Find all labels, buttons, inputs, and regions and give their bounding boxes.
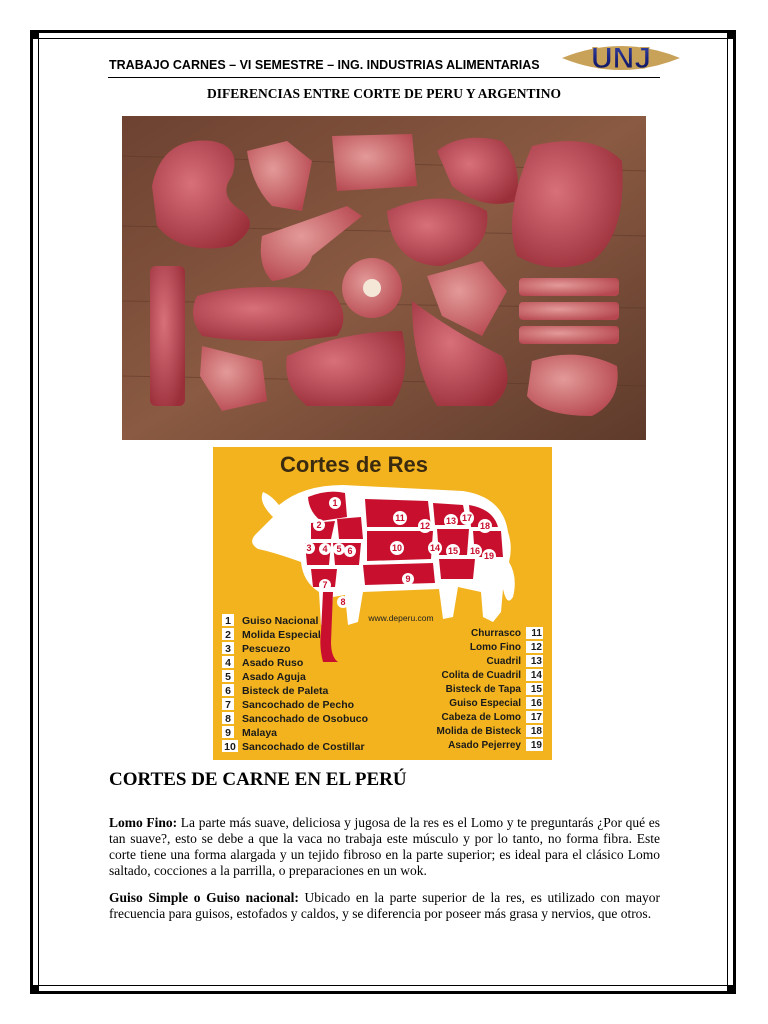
- page-header-text: TRABAJO CARNES – VI SEMESTRE – ING. INDUSTRIAS ALIMENTARIAS: [109, 58, 540, 72]
- cut-number: 12: [530, 642, 542, 653]
- cow-number: 9: [405, 574, 411, 584]
- cut-name: Sancochado de Costillar: [242, 741, 365, 753]
- cut-number: 5: [225, 671, 231, 683]
- cut-name: Bisteck de Paleta: [242, 685, 329, 697]
- cut-name: Cabeza de Lomo: [441, 712, 521, 723]
- cut-number: 17: [530, 712, 542, 723]
- cow-number: 4: [322, 544, 328, 554]
- cow-number: 14: [429, 543, 441, 553]
- cut-name: Churrasco: [470, 628, 521, 639]
- cut-number: 15: [530, 684, 542, 695]
- cow-number: 10: [391, 543, 403, 553]
- cow-number: 17: [461, 513, 473, 523]
- cow-number: 1: [332, 498, 338, 508]
- cow-number: 11: [395, 513, 405, 523]
- cut-number: 7: [225, 699, 231, 711]
- cut-number: 11: [531, 628, 542, 639]
- cut-number: 4: [225, 657, 231, 669]
- border-corner: [727, 985, 736, 994]
- cut-number: 16: [530, 698, 542, 709]
- cut-number: 3: [225, 643, 231, 655]
- beef-cuts-infographic: [213, 447, 552, 760]
- border-corner: [30, 30, 39, 39]
- cut-name: Asado Pejerrey: [448, 740, 521, 751]
- document-title: DIFERENCIAS ENTRE CORTE DE PERU Y ARGENTINO: [206, 86, 562, 101]
- cow-number: 7: [322, 580, 328, 590]
- cut-name: Lomo Fino: [469, 642, 521, 653]
- cow-number: 16: [469, 546, 481, 556]
- cow-number: 3: [306, 543, 312, 553]
- cow-number: 2: [316, 520, 322, 530]
- cut-name: Molida Especial: [242, 629, 321, 641]
- cut-name: Sancochado de Pecho: [242, 699, 355, 711]
- header-rule: [108, 77, 660, 78]
- cow-number: 18: [479, 521, 491, 531]
- cut-number: 8: [225, 713, 231, 725]
- cut-number: 19: [530, 740, 542, 751]
- paragraph-lomo-fino: [109, 815, 660, 879]
- paragraph-guiso-nacional: [109, 890, 660, 922]
- cut-name: Asado Ruso: [242, 657, 304, 669]
- paragraph-label: Lomo Fino:: [109, 815, 178, 830]
- cow-number: 6: [347, 546, 353, 556]
- paragraph-text: La parte más suave, deliciosa y jugosa de la res es el Lomo y te preguntarás ¿Por qué es tan suave?, esto se debe a que la vaca no trabaja este músculo y por lo tanto, no forma fibra. Este corte tiene una forma alargada y un tejido fibroso en la parte superior; es ideal para el clásico Lomo saltado, cocciones a la parrilla, o preparaciones en un wok.: [109, 815, 660, 878]
- cut-name: Cuadril: [486, 656, 521, 667]
- cut-number: 14: [530, 670, 542, 681]
- section-heading: CORTES DE CARNE EN EL PERÚ: [109, 769, 407, 790]
- cut-number: 13: [530, 656, 542, 667]
- logo-lettering: UNJ: [590, 42, 652, 75]
- border-corner: [727, 30, 736, 39]
- cut-number: 10: [224, 741, 236, 753]
- cut-name: Malaya: [242, 727, 278, 739]
- cow-number: 12: [419, 521, 431, 531]
- cut-name: Guiso Nacional: [242, 615, 319, 627]
- paragraph-label: Guiso Simple o Guiso nacional:: [109, 890, 299, 905]
- cut-name: Molida de Bisteck: [436, 726, 521, 737]
- cut-name: Asado Aguja: [242, 671, 306, 683]
- cut-name: Bisteck de Tapa: [445, 684, 521, 695]
- cut-name: Sancochado de Osobuco: [242, 713, 369, 725]
- cut-number: 9: [225, 727, 231, 739]
- cut-name: Guiso Especial: [449, 698, 521, 709]
- cut-number: 6: [225, 685, 231, 697]
- cow-number: 5: [336, 544, 342, 554]
- cow-number: 8: [340, 597, 346, 607]
- cut-name: Colita de Cuadril: [441, 670, 521, 681]
- cow-number: 19: [483, 551, 495, 561]
- meat-cuts-photo: [122, 116, 646, 440]
- infographic-title: Cortes de Res: [280, 452, 428, 477]
- cow-number: 15: [447, 546, 459, 556]
- university-logo: [562, 40, 680, 76]
- cow-number: 13: [445, 516, 457, 526]
- infographic-website: www.deperu.com: [368, 613, 434, 623]
- border-corner: [30, 985, 39, 994]
- cut-number: 2: [225, 629, 231, 641]
- cut-name: Pescuezo: [242, 643, 291, 655]
- cut-number: 1: [225, 615, 231, 627]
- paragraph-text: Ubicado en la parte superior de la res, es utilizado con mayor frecuencia para guisos, estofados y caldos, y se diferencia por poseer más grasa y nervios, que otros.: [109, 890, 660, 921]
- cut-number: 18: [530, 726, 542, 737]
